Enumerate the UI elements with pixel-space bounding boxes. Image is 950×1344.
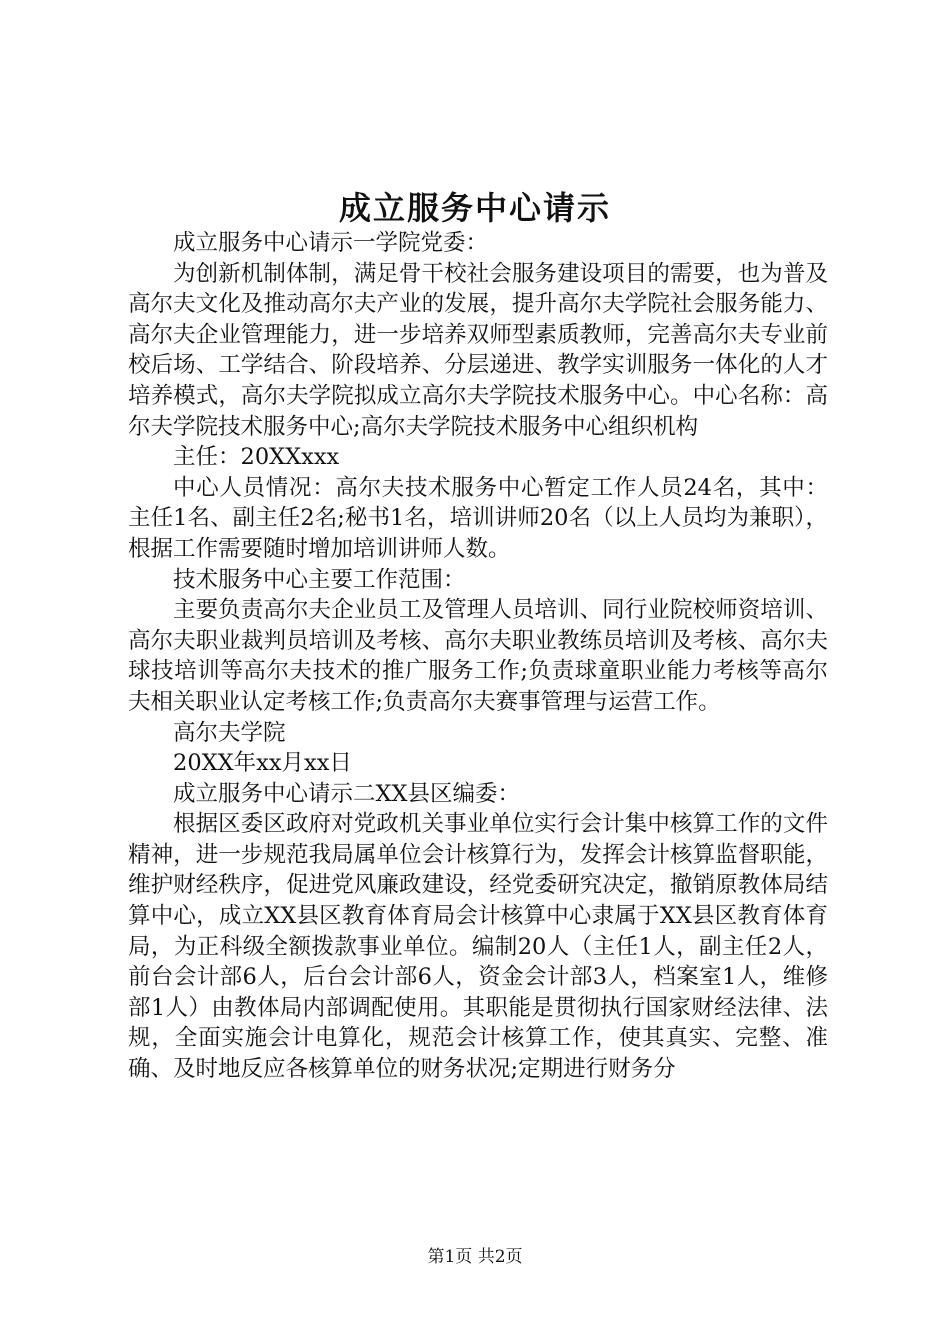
paragraph: 成立服务中心请示一学院党委： xyxy=(173,230,489,256)
document-body xyxy=(128,228,828,1085)
paragraph: 技术服务中心主要工作范围： xyxy=(173,566,466,593)
paragraph: 为创新机制体制，满足骨干校社会服务建设项目的需要，也为普及高尔夫文化及推动高尔夫产业的发展，提升高尔夫学院社会服务能力、高尔夫企业管理能力，进一步培养双师型素质教师，完善高尔夫专业前校后场、工学结合、阶段培养、分层递进、教学实训服务一体化的人才培养模式，高尔夫学院拟成立高尔夫学院技术服务中心。中心名称：高尔夫学院技术服务中心;高尔夫学院技术服务中心组织机构 xyxy=(128,260,828,440)
paragraph: 中心人员情况：高尔夫技术服务中心暂定工作人员24名，其中：主任1名、副主任2名;秘书1名，培训讲师20名（以上人员均为兼职），根据工作需要随时增加培训讲师人数。 xyxy=(128,474,828,562)
signature-organization: 高尔夫学院 xyxy=(173,719,286,746)
page-footer: 第1页 共2页 xyxy=(427,1247,523,1267)
paragraph: 成立服务中心请示二XX县区编委： xyxy=(173,780,521,807)
paragraph: 主任：20XXxxx xyxy=(173,444,340,471)
paragraph: 主要负责高尔夫企业员工及管理人员培训、同行业院校师资培训、高尔夫职业裁判员培训及考核、高尔夫职业教练员培训及考核、高尔夫球技培训等高尔夫技术的推广服务工作;负责球童职业能力考核等高尔夫相关职业认定考核工作;负责高尔夫赛事管理与运营工作。 xyxy=(128,597,828,715)
paragraph: 根据区委区政府对党政机关事业单位实行会计集中核算工作的文件精神，进一步规范我局属单位会计核算行为，发挥会计核算监督职能，维护财经秩序，促进党风廉政建设，经党委研究决定，撤销原教体局结算中心，成立XX县区教育体育局会计核算中心隶属于XX县区教育体育局，为正科级全额拨款事业单位。编制20人（主任1人，副主任2人，前台会计部6人，后台会计部6人，资金会计部3人，档案室1人，维修部1人）由教体局内部调配使用。其职能是贯彻执行国家财经法律、法规，全面实施会计电算化，规范会计核算工作，使其真实、完整、准确、及时地反应各核算单位的财务状况;定期进行财务分 xyxy=(128,811,828,1083)
document-title: 成立服务中心请示 xyxy=(338,189,611,227)
signature-date: 20XX年xx月xx日 xyxy=(173,750,352,777)
